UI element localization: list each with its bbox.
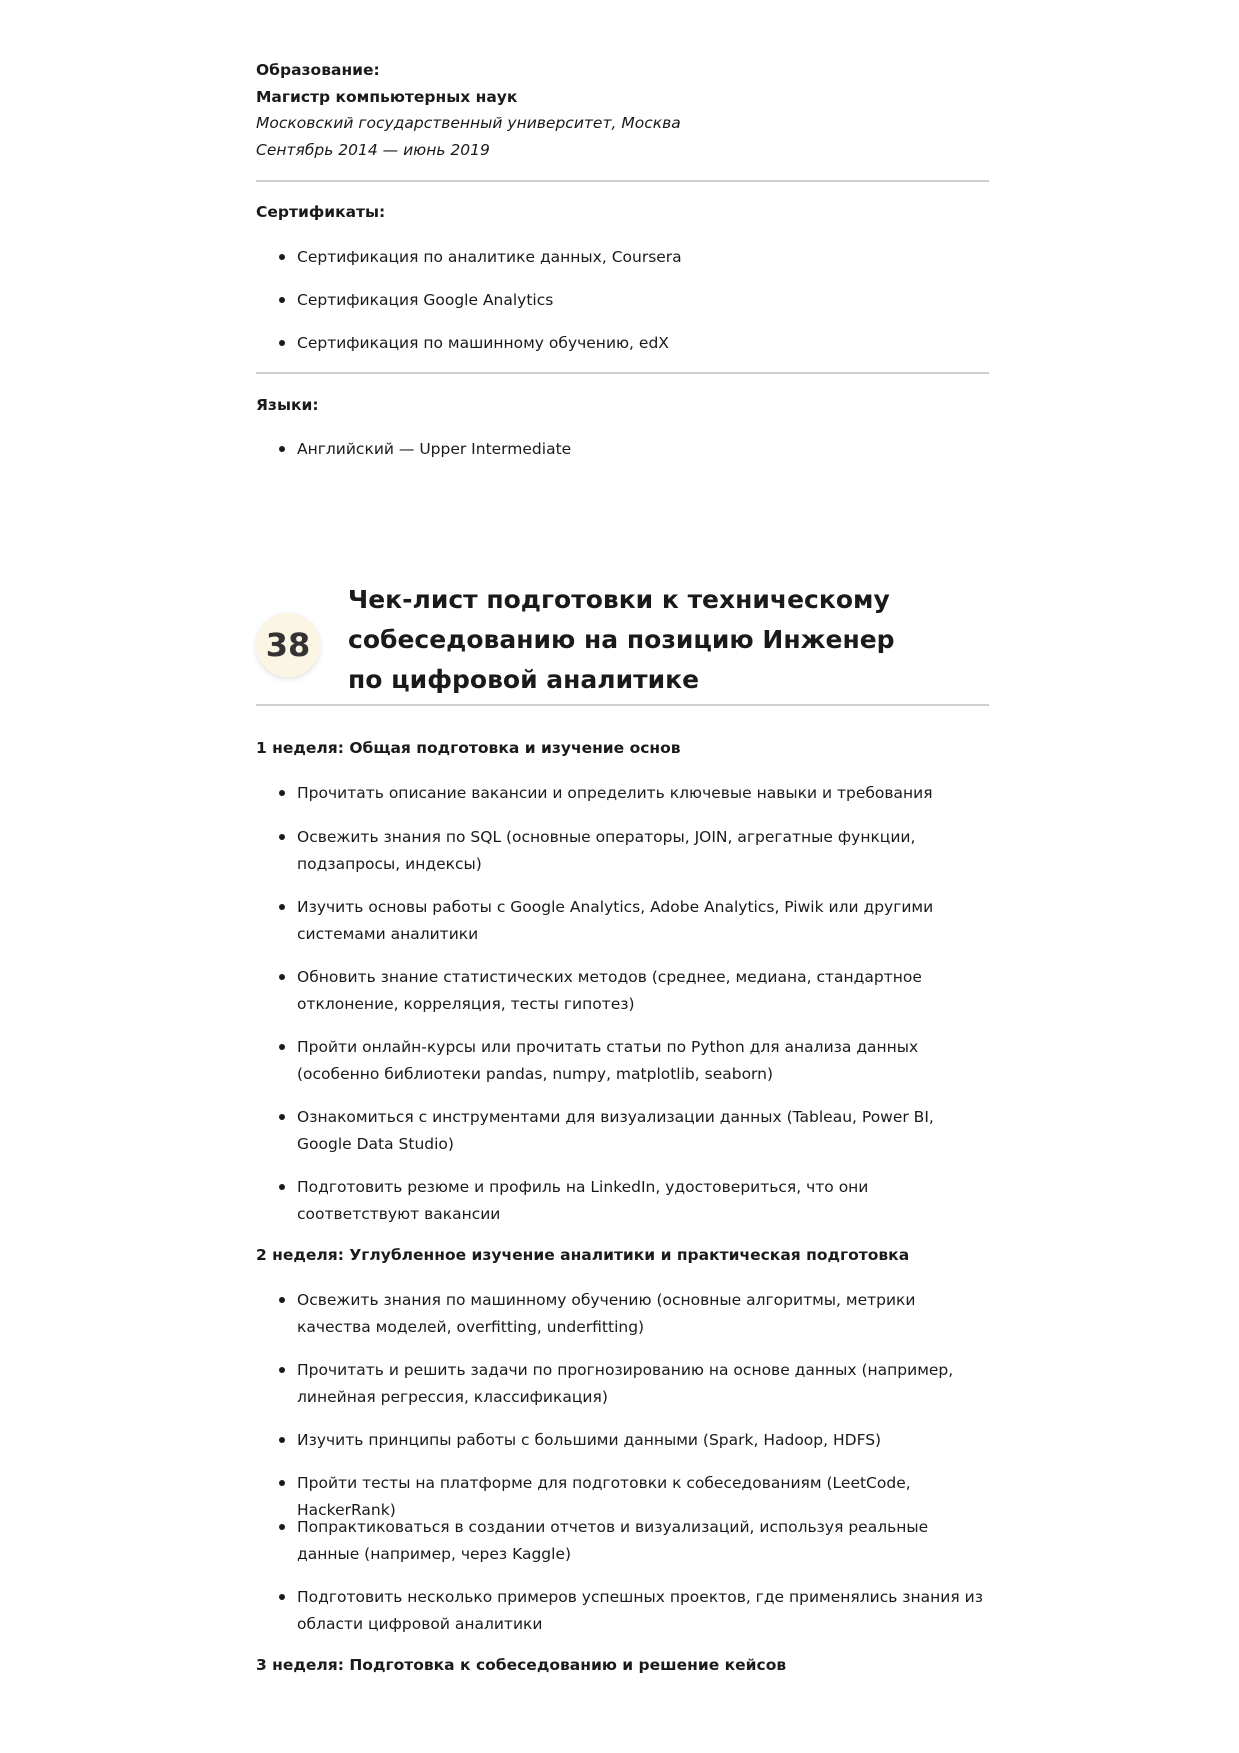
list-item: Английский — Upper Intermediate	[256, 436, 989, 463]
education-degree: Магистр компьютерных наук	[256, 88, 518, 106]
list-item: Попрактиковаться в создании отчетов и визуализаций, используя реальные данные (например, через Kaggle)	[256, 1514, 989, 1568]
bullet-icon	[279, 790, 285, 796]
bullet-icon	[279, 1437, 285, 1443]
week2-heading: 2 неделя: Углубленное изучение аналитики и практическая подготовка	[256, 1246, 910, 1264]
list-item: Освежить знания по машинному обучению (основные алгоритмы, метрики качества моделей, overfitting, underfitting)	[256, 1287, 989, 1341]
list-item: Подготовить резюме и профиль на LinkedIn, удостовериться, что они соответствуют вакансии	[256, 1174, 989, 1228]
list-item: Пройти онлайн-курсы или прочитать статьи по Python для анализа данных (особенно библиотеки pandas, numpy, matplotlib, seaborn)	[256, 1034, 989, 1088]
chapter-title: Чек-лист подготовки к техническому собеседованию на позицию Инженер по цифровой аналитике	[348, 585, 895, 694]
bullet-icon	[279, 1297, 285, 1303]
list-item: Прочитать описание вакансии и определить ключевые навыки и требования	[256, 780, 989, 807]
bullet-icon	[279, 1367, 285, 1373]
bullet-icon	[279, 340, 285, 346]
bullet-icon	[279, 446, 285, 452]
list-item: Пройти тесты на платформе для подготовки к собеседованиям (LeetCode, HackerRank)	[256, 1470, 989, 1524]
list-item: Ознакомиться с инструментами для визуализации данных (Tableau, Power BI, Google Data Studio)	[256, 1104, 989, 1158]
list-item: Прочитать и решить задачи по прогнозированию на основе данных (например, линейная регрессия, классификация)	[256, 1357, 989, 1411]
list-item: Подготовить несколько примеров успешных проектов, где применялись знания из области цифровой аналитики	[256, 1584, 989, 1638]
languages-heading: Языки:	[256, 396, 319, 414]
education-university: Московский государственный университет, Москва	[256, 114, 681, 132]
bullet-icon	[279, 1044, 285, 1050]
bullet-icon	[279, 1184, 285, 1190]
week3-heading: 3 неделя: Подготовка к собеседованию и решение кейсов	[256, 1656, 787, 1674]
bullet-icon	[279, 834, 285, 840]
list-item: Сертификация Google Analytics	[256, 287, 989, 314]
divider	[256, 180, 989, 182]
education-heading: Образование:	[256, 61, 380, 79]
bullet-icon	[279, 974, 285, 980]
list-item: Обновить знание статистических методов (среднее, медиана, стандартное отклонение, корреляция, тесты гипотез)	[256, 964, 989, 1018]
list-item: Сертификация по аналитике данных, Coursera	[256, 244, 989, 271]
list-item: Освежить знания по SQL (основные операторы, JOIN, агрегатные функции, подзапросы, индексы)	[256, 824, 989, 878]
bullet-icon	[279, 1524, 285, 1530]
list-item: Изучить основы работы с Google Analytics, Adobe Analytics, Piwik или другими системами аналитики	[256, 894, 989, 948]
divider	[256, 372, 989, 374]
list-item: Сертификация по машинному обучению, edX	[256, 330, 989, 357]
list-item: Изучить принципы работы с большими данными (Spark, Hadoop, HDFS)	[256, 1427, 989, 1454]
bullet-icon	[279, 1114, 285, 1120]
certificates-heading: Сертификаты:	[256, 203, 386, 221]
bullet-icon	[279, 1480, 285, 1486]
bullet-icon	[279, 904, 285, 910]
chapter-divider	[256, 704, 989, 706]
bullet-icon	[279, 1594, 285, 1600]
education-period: Сентябрь 2014 — июнь 2019	[256, 141, 490, 159]
bullet-icon	[279, 297, 285, 303]
chapter-number-badge: 38	[256, 613, 320, 677]
bullet-icon	[279, 254, 285, 260]
week1-heading: 1 неделя: Общая подготовка и изучение основ	[256, 739, 681, 757]
